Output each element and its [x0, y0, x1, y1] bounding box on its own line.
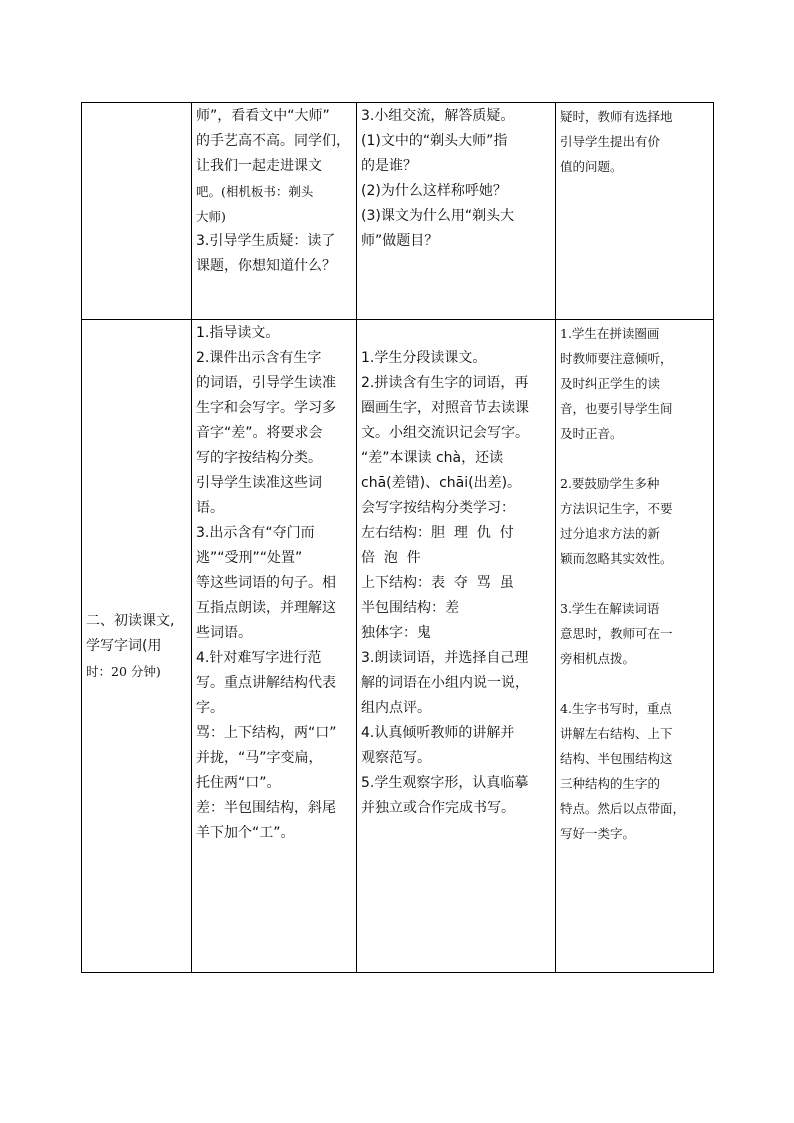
text-line: 课题，你想知道什么？ [196, 258, 336, 274]
text-line: 吧。(相机板书：剃头 [196, 184, 314, 199]
text-line: 生字和会写字。学习多 [196, 400, 336, 416]
text-line: 写。重点讲解结构代表 [196, 675, 336, 691]
text-line: 并拢，“马”字变扁， [196, 750, 323, 766]
student-activity-cell [357, 320, 556, 973]
teacher-activity-cell [192, 320, 357, 973]
text-line: 等这些词语的句子。相 [196, 575, 336, 591]
text-line: 互指点朗读，并理解这 [196, 600, 336, 616]
text-line: 三种结构的生字的 [560, 776, 661, 791]
text-line: 旁相机点拨。 [560, 651, 636, 666]
text-line: 写好一类字。 [560, 826, 636, 841]
text-line: 托住两“口”。 [196, 775, 281, 791]
lesson-plan-table [81, 102, 714, 973]
text-line: 5.学生观察字形，认真临摹 [361, 775, 529, 791]
stage-label-line: 二、初读课文, [86, 613, 175, 629]
text-line: 2.拼读含有生字的词语，再 [361, 375, 529, 391]
text-line: 时教师要注意倾听， [560, 351, 673, 366]
text-line: 1.学生在拼读圈画 [560, 326, 660, 341]
text-line: 骂：上下结构，两“口” [196, 725, 337, 741]
text-line: 4.生字书写时，重点 [560, 701, 672, 716]
text-line: 差：半包围结构，斜尾 [196, 800, 336, 816]
text-line: 讲解左右结构、上下 [560, 726, 673, 741]
text-line: 特点。然后以点带面， [560, 801, 686, 816]
text-line: 音字“差”。将要求会 [196, 425, 323, 441]
student-activity-cell [357, 103, 556, 320]
stage-label-line: 时：20 分钟) [86, 664, 161, 679]
text-line: 字。 [196, 700, 224, 716]
text-line: 值的问题。 [560, 159, 623, 174]
text-line: 独体字：鬼 [361, 625, 431, 641]
text-line: 大师) [196, 209, 226, 224]
text-line: 并独立或合作完成书写。 [361, 800, 515, 816]
text-line: 会写字按结构分类学习： [361, 500, 515, 516]
text-line: 观察范写。 [361, 750, 431, 766]
table-row [82, 103, 714, 320]
stage-cell [82, 103, 192, 320]
text-line: 过分追求方法的新 [560, 526, 661, 541]
table-row [82, 320, 714, 973]
text-line: 意思时，教师可在一 [560, 626, 673, 641]
text-line: (1)文中的“剃头大师”指 [361, 133, 508, 149]
text-line: (2)为什么这样称呼她？ [361, 183, 507, 199]
text-line: 方法识记生字，不要 [560, 501, 673, 516]
text-line: 的是谁？ [361, 158, 417, 174]
text-line: 3.小组交流，解答质疑。 [361, 108, 515, 124]
text-line: “差”本课读 chà，还读 [361, 450, 504, 466]
text-line: 及时正音。 [560, 426, 623, 441]
text-line: 羊下加个“工”。 [196, 825, 295, 841]
text-line: 语。 [196, 500, 224, 516]
text-line: 师”做题目？ [361, 233, 439, 249]
text-line: 师”，看看文中“大师” [196, 108, 330, 124]
text-line: 3.引导学生质疑：读了 [196, 233, 336, 249]
text-line: 2.要鼓励学生多种 [560, 476, 660, 491]
text-line: chā(差错)、chāi(出差)。 [361, 475, 522, 491]
text-line: 逃”“受刑”“处置” [196, 550, 303, 566]
text-line: 4.针对难写字进行范 [196, 650, 322, 666]
text-line: 写的字按结构分类。 [196, 450, 322, 466]
text-line: 疑时，教师有选择地 [560, 109, 673, 124]
design-notes-cell [556, 320, 714, 973]
text-line: 文。小组交流识记会写字。 [361, 425, 529, 441]
text-line: 3.出示含有“夺门而 [196, 525, 315, 541]
text-line: 上下结构：表 夺 骂 虽 [361, 575, 514, 591]
text-line: 倍 泡 件 [361, 550, 421, 566]
text-line: 音，也要引导学生间 [560, 401, 673, 416]
text-line: 引导学生提出有价 [560, 134, 661, 149]
text-line: 4.认真倾听教师的讲解并 [361, 725, 515, 741]
text-line: 结构、半包围结构这 [560, 751, 673, 766]
text-line: 引导学生读准这些词 [196, 475, 322, 491]
text-line: 些词语。 [196, 625, 252, 641]
teacher-activity-cell [192, 103, 357, 320]
text-line: 1.指导读文。 [196, 325, 280, 341]
text-line: 及时纠正学生的读 [560, 376, 661, 391]
text-line: 解的词语在小组内说一说， [361, 675, 529, 691]
text-line: 圈画生字，对照音节去读课 [361, 400, 529, 416]
text-line: 的手艺高不高。同学们， [196, 133, 350, 149]
text-line: 颖而忽略其实效性。 [560, 551, 673, 566]
text-line: 2.课件出示含有生字 [196, 350, 322, 366]
text-line: 3.学生在解读词语 [560, 601, 660, 616]
text-line: 3.朗读词语，并选择自己理 [361, 650, 529, 666]
stage-cell [82, 320, 192, 973]
design-notes-cell [556, 103, 714, 320]
text-line: (3)课文为什么用“剃头大 [361, 208, 515, 224]
text-line: 半包围结构：差 [361, 600, 459, 616]
text-line: 组内点评。 [361, 700, 431, 716]
text-line: 的词语，引导学生读准 [196, 375, 336, 391]
text-line: 左右结构：胆 理 仇 付 [361, 525, 514, 541]
text-line: 1.学生分段读课文。 [361, 350, 487, 366]
stage-label-line: 学写字词(用 [86, 638, 162, 654]
text-line: 让我们一起走进课文 [196, 158, 322, 174]
